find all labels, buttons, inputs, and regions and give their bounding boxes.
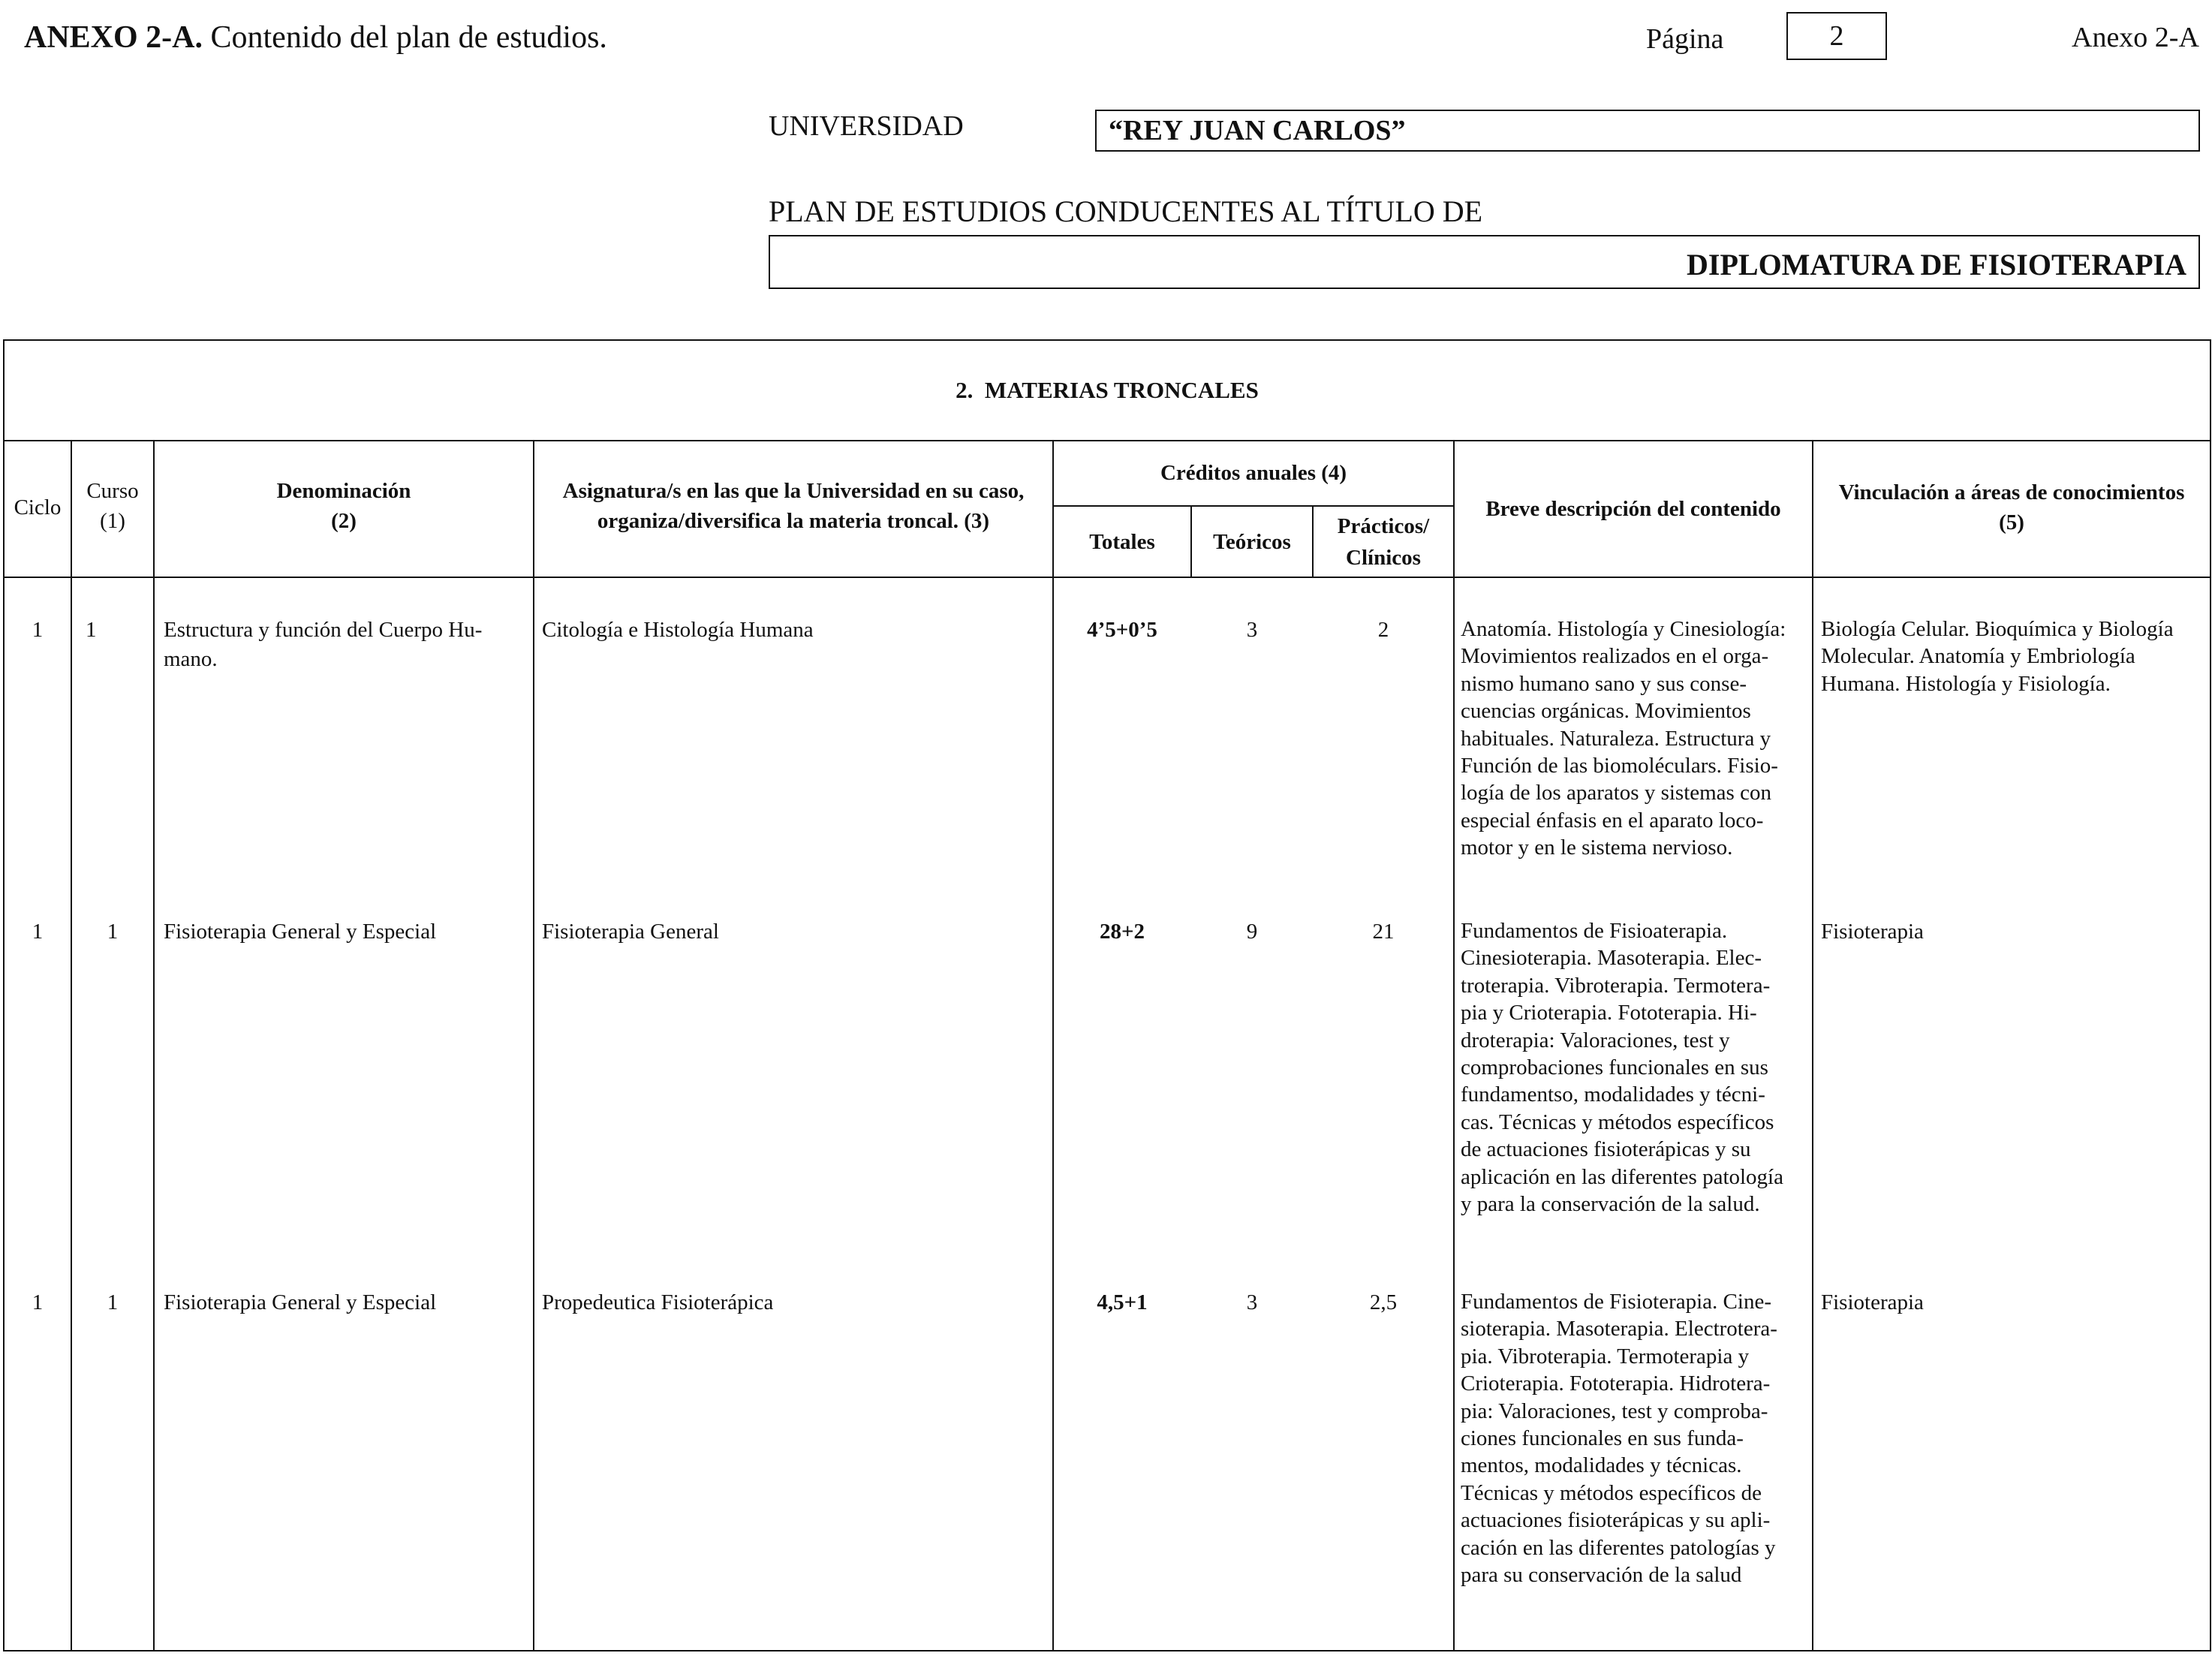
row2-descripcion: Fundamentos de Fisioaterapia. Cinesioterapia. Masoterapia. Elec- troterapia. Vibroterapia. Termotera- pia y Crioterapia. Fototerapia. Hi- droterapia: Valoraciones, test y comprobaciones funcionales en sus fundamentso, modalidades y técni- cas. Técnicas y métodos específicos de actuaciones fisioterápicas y su aplicación en las diferentes patología y para la conservación de la salud.	[1461, 919, 1783, 1217]
university-label: UNIVERSIDAD	[769, 110, 964, 142]
row1-practicos: 2	[1377, 618, 1389, 642]
header-creditos: Créditos anuales (4)	[1160, 461, 1347, 485]
header-vinculacion: Vinculación a áreas de conocimientos (5)	[1838, 480, 2185, 534]
section-title: 2. MATERIAS TRONCALES	[956, 377, 1259, 403]
row3-curso: 1	[107, 1290, 119, 1314]
row3-denominacion: Fisioterapia General y Especial	[164, 1290, 437, 1314]
plan-label: PLAN DE ESTUDIOS CONDUCENTES AL TÍTULO DE	[769, 194, 1483, 228]
annex-right-label: Anexo 2-A	[2072, 22, 2199, 53]
row2-ciclo: 1	[32, 920, 44, 944]
row3-totales: 4,5+1	[1097, 1290, 1148, 1314]
row2-practicos: 21	[1372, 920, 1395, 944]
header-teoricos: Teóricos	[1213, 530, 1291, 554]
creditos-subdivider	[1052, 505, 1453, 507]
col-divider-2	[153, 440, 155, 1650]
row2-totales: 28+2	[1099, 920, 1145, 944]
row1-vinculacion: Biología Celular. Bioquímica y Biología Molecular. Anatomía y Embriología Humana. Histología y Fisiología.	[1821, 617, 2174, 696]
annex-label: ANEXO 2-A.	[24, 20, 203, 55]
col-divider-7	[1453, 440, 1455, 1650]
page-label: Página	[1646, 23, 1724, 55]
row2-curso: 1	[107, 920, 119, 944]
header-divider	[5, 577, 2210, 578]
header-descripcion: Breve descripción del contenido	[1485, 497, 1781, 521]
plan-title-box	[769, 235, 2200, 289]
row3-practicos: 2,5	[1369, 1290, 1398, 1314]
col-divider-8	[1812, 440, 1813, 1650]
row1-teoricos: 3	[1246, 618, 1258, 642]
row2-vinculacion: Fisioterapia	[1821, 920, 1924, 944]
header-totales: Totales	[1089, 530, 1155, 554]
header-asignatura: Asignatura/s en las que la Universidad en su caso, organiza/diversifica la materia troncal. (3)	[562, 479, 1025, 533]
row1-ciclo: 1	[32, 618, 44, 642]
row3-vinculacion: Fisioterapia	[1821, 1290, 1924, 1314]
row1-curso: 1	[86, 618, 97, 642]
row1-denominacion: Estructura y función del Cuerpo Hu- mano.	[164, 618, 483, 671]
col-divider-3	[533, 440, 534, 1650]
row2-denominacion: Fisioterapia General y Especial	[164, 920, 437, 944]
row3-descripcion: Fundamentos de Fisioterapia. Cine- sioterapia. Masoterapia. Electrotera- pia. Vibroterapia. Termoterapia y Crioterapia. Fototerapia. Hidrotera- pia: Valoraciones, test y comproba- ciones funcionales en sus funda- mentos, modalidades y técnicas. Técnicas y métodos específicos de actuaciones fisioterápicas y su apli- cación en las diferentes patologías y para su conservación de la salud	[1461, 1290, 1777, 1588]
header-denominacion: Denominación (2)	[276, 479, 411, 533]
row1-asignatura: Citología e Histología Humana	[542, 618, 814, 642]
document-title	[24, 20, 607, 56]
col-divider-1	[71, 440, 72, 1650]
header-ciclo: Ciclo	[14, 495, 62, 519]
row1-descripcion: Anatomía. Histología y Cinesiología: Movimientos realizados en el orga- nismo humano sano y sus conse- cuencias orgánicas. Movimientos habituales. Naturaleza. Estructura y Función de las biomoléculars. Fisio- logía de los aparatos y sistemas con especial énfasis en el aparato loco- motor y en le sistema nervioso.	[1461, 617, 1786, 860]
university-name: “REY JUAN CARLOS”	[1109, 115, 1406, 146]
page-number-box: 2	[1786, 12, 1887, 60]
university-name-box	[1095, 110, 2200, 152]
plan-title: DIPLOMATURA DE FISIOTERAPIA	[1687, 248, 2186, 282]
row2-teoricos: 9	[1246, 920, 1258, 944]
annex-subtitle: Contenido del plan de estudios.	[203, 20, 607, 55]
row3-asignatura: Propedeutica Fisioterápica	[542, 1290, 774, 1314]
row3-teoricos: 3	[1246, 1290, 1258, 1314]
row3-ciclo: 1	[32, 1290, 44, 1314]
row1-totales: 4’5+0’5	[1087, 618, 1157, 642]
row2-asignatura: Fisioterapia General	[542, 920, 719, 944]
header-practicos: Prácticos/ Clínicos	[1337, 514, 1430, 570]
header-curso: Curso (1)	[86, 479, 139, 533]
title-divider	[5, 440, 2210, 441]
materias-table	[3, 339, 2211, 1651]
